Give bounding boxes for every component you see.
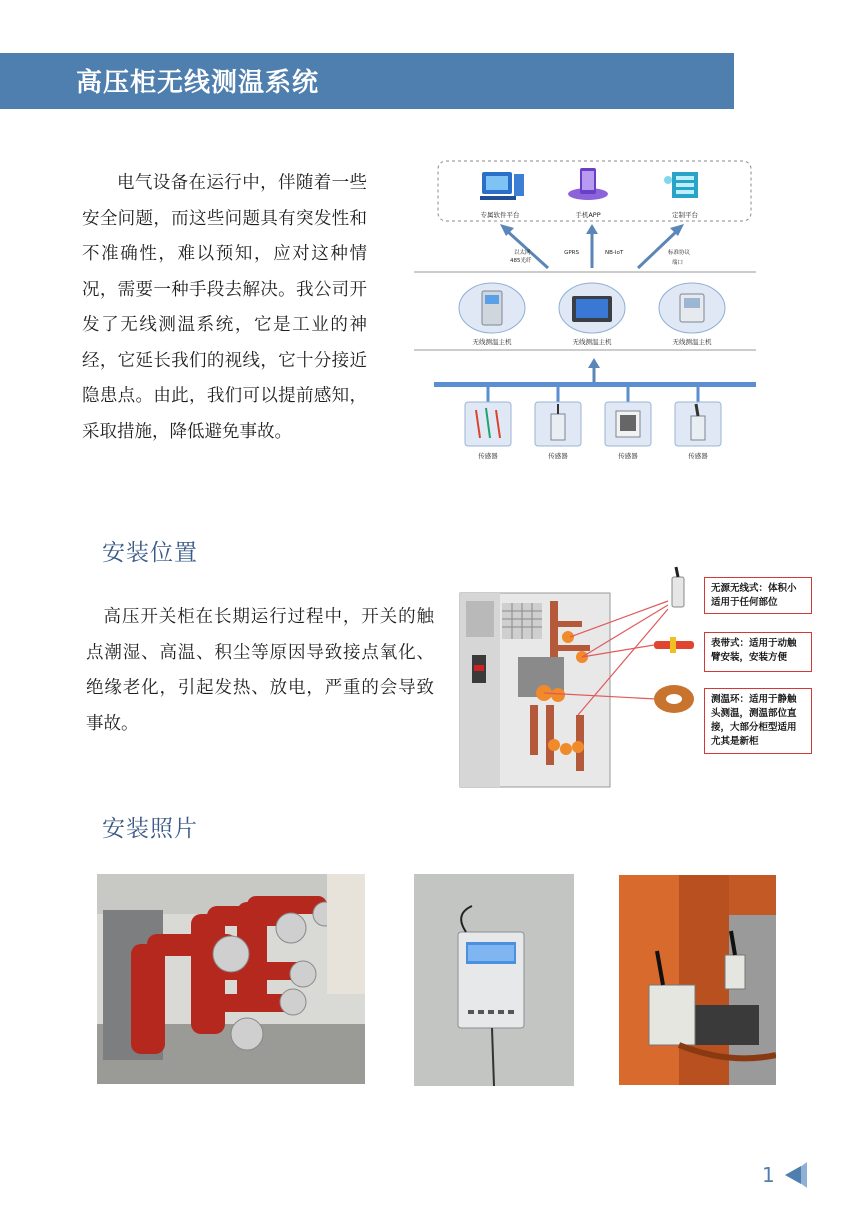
page-title: 高压柜无线测温系统 [76, 68, 320, 98]
callout-passive-wireless: 无源无线式：体积小适用于任何部位 [704, 577, 812, 614]
intro-paragraph: 电气设备在运行中，伴随着一些安全问题，而这些问题具有突发性和不准确性，难以预知，应对这种情况，需要一种手段去解决。我公司开发了无线测温系统，它是工业的神经，它延长我们的视线，它十分接近隐患点。由此，我们可以提前感知，采取措施，降低避免事故。 [82, 173, 367, 442]
sensor-probe [465, 402, 511, 446]
link-label: GPRS [564, 250, 579, 256]
platform-label: 专属软件平台 [480, 211, 520, 219]
platform-label: 手机APP [575, 211, 601, 219]
back-chevron-icon[interactable] [781, 1160, 809, 1194]
title-bar [0, 53, 734, 109]
host-device [459, 283, 525, 333]
sensor-probe [605, 402, 651, 446]
section-heading-install-photos: 安装照片 [102, 816, 198, 842]
link-label: 端口 [672, 260, 684, 266]
link-label: 485光纤 [510, 258, 532, 264]
sensor-probe [535, 402, 581, 446]
page-number: 1 [762, 1163, 775, 1187]
link-label: 以太网 [514, 250, 531, 256]
sensor-label: 传感器 [618, 452, 638, 460]
mobile-app-icon [568, 168, 608, 200]
sensor-label: 传感器 [478, 452, 498, 460]
platform-label: 定制平台 [672, 211, 698, 219]
host-device [559, 283, 625, 333]
sensor-probe [675, 402, 721, 446]
sensor-label: 传感器 [688, 452, 708, 460]
bus-line [434, 382, 756, 387]
photo-vacuum-breaker [97, 874, 365, 1084]
photo-host-installed [414, 874, 574, 1086]
callout-temperature-ring: 测温环：适用于静触头测温，测温部位直接，大部分柜型适用尤其是新柜 [704, 688, 812, 754]
custom-platform-icon [664, 172, 698, 198]
host-label: 无线测温主机 [672, 338, 712, 346]
system-diagram [410, 158, 760, 468]
callout-strap-type: 表带式：适用于动触臂安装，安装方便 [704, 632, 812, 672]
host-device [659, 283, 725, 333]
up-arrow [586, 224, 598, 268]
link-label: NB-IoT [605, 250, 624, 256]
bus-arrow [588, 358, 600, 382]
host-label: 无线测温主机 [472, 338, 512, 346]
install-position-paragraph: 高压开关柜在长期运行过程中，开关的触点潮湿、高温、积尘等原因导致接点氧化、绝缘老化，引起发热、放电，严重的会导致事故。 [86, 607, 434, 734]
section-heading-install-position: 安装位置 [102, 540, 198, 566]
link-label: 标准协议 [668, 250, 691, 256]
software-platform-icon [480, 172, 524, 200]
photo-sensor-mounted [619, 875, 776, 1085]
sensor-label: 传感器 [548, 452, 568, 460]
host-label: 无线测温主机 [572, 338, 612, 346]
